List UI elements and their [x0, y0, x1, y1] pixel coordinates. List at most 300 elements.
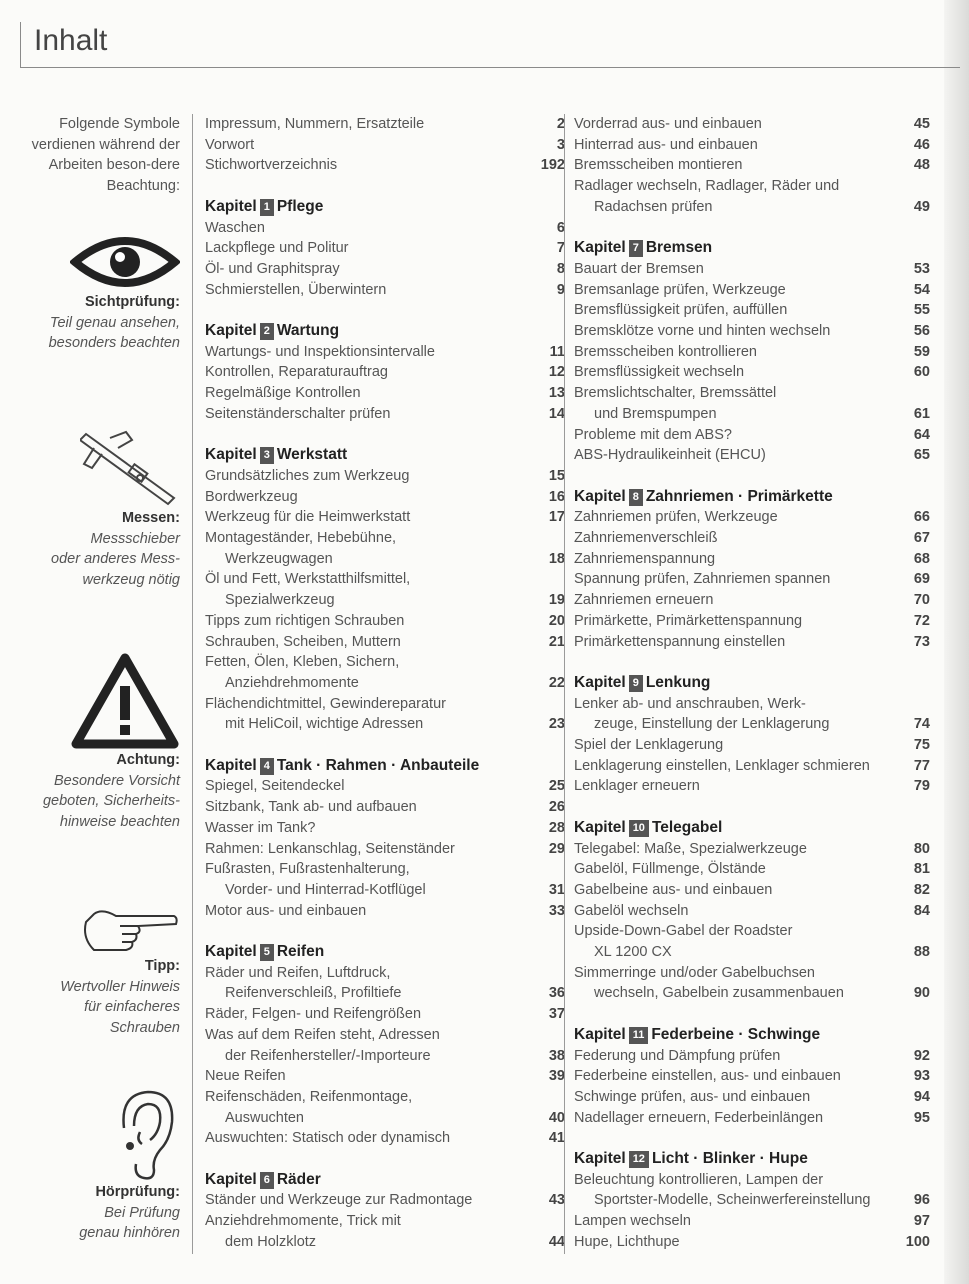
toc-entry-title: Vorder- und Hinterrad-Kotflügel	[225, 881, 426, 898]
toc-entry-title: Hupe, Lichthupe	[574, 1233, 680, 1250]
toc-entry	[574, 528, 930, 549]
eye-icon	[70, 232, 180, 292]
symbol-desc: geboten, Sicherheits-	[42, 793, 180, 810]
toc-entry	[205, 963, 565, 984]
toc-entry-page: 77	[913, 757, 930, 774]
toc-entry-page: 21	[548, 633, 565, 650]
symbol-title: Tipp:	[144, 958, 180, 974]
toc-entry-title: Beleuchtung kontrollieren, Lampen der	[574, 1171, 824, 1188]
toc-entry-title: Primärkette, Primärkettenspannung	[574, 612, 803, 629]
chapter-number-badge: 11	[629, 1027, 649, 1044]
toc-entry	[205, 487, 565, 508]
toc-entry	[574, 176, 930, 197]
toc-entry	[205, 1004, 565, 1025]
symbol-desc: besonders beachten	[48, 335, 180, 352]
toc-entry-title: zeuge, Einstellung der Lenklagerung	[594, 716, 830, 733]
ear-icon	[110, 1088, 180, 1182]
chapter-number-badge: 5	[260, 944, 274, 961]
toc-entry-title: Spezialwerkzeug	[225, 592, 335, 609]
toc-entry-title: Werkzeug für die Heimwerkstatt	[205, 509, 411, 526]
toc-entry-title: Auswuchten	[225, 1109, 304, 1126]
toc-entry-page: 64	[913, 426, 930, 443]
toc-entry-page: 15	[548, 467, 565, 484]
chapter-kapitel-label: Kapitel	[205, 756, 257, 774]
toc-entry-title: Räder und Reifen, Luftdruck,	[205, 964, 391, 981]
toc-entry	[574, 735, 930, 756]
toc-entry	[205, 797, 565, 818]
toc-entry	[205, 1087, 565, 1108]
toc-entry-title: Flächendichtmittel, Gewindereparatur	[205, 695, 446, 712]
chapter-heading	[574, 818, 930, 839]
toc-entry-page: 25	[548, 778, 565, 795]
toc-entry-title: Werkzeugwagen	[225, 550, 333, 567]
chapter-kapitel-label: Kapitel	[205, 322, 257, 339]
toc-entry	[205, 238, 565, 259]
toc-entry-title: Lenklager erneuern	[574, 778, 700, 795]
toc-entry-title: Nadellager erneuern, Federbeinlängen	[574, 1109, 824, 1126]
toc-entry-page: 31	[548, 881, 565, 898]
toc-entry	[205, 590, 565, 611]
toc-entry	[205, 1211, 565, 1232]
toc-entry-title: Stichwortverzeichnis	[205, 157, 338, 174]
toc-entry-page: 79	[913, 778, 930, 795]
symbol-desc: Teil genau ansehen,	[49, 314, 180, 331]
toc-entry-title: Zahnriemenverschleiß	[574, 530, 718, 547]
toc-entry-title: Motor aus- und einbauen	[205, 902, 367, 919]
toc-entry	[205, 1128, 565, 1149]
toc-entry-page: 28	[548, 819, 565, 836]
chapter-title: Werkstatt	[276, 446, 348, 464]
toc-entry-page: 48	[913, 157, 930, 174]
toc-entry	[574, 362, 930, 383]
symbol-sichtpruefung	[0, 232, 180, 354]
toc-entry-title: Reifenschäden, Reifenmontage,	[205, 1088, 413, 1105]
toc-entry-title: Radachsen prüfen	[594, 198, 713, 215]
toc-entry-title: Bremsscheiben kontrollieren	[574, 343, 757, 360]
toc-entry-title: Zahnriemen prüfen, Werkzeuge	[574, 509, 778, 526]
toc-entry	[205, 983, 565, 1004]
toc-entry-title: Federung und Dämpfung prüfen	[574, 1047, 781, 1064]
toc-entry-title: Fetten, Ölen, Kleben, Sichern,	[205, 654, 400, 671]
toc-entry-title: Seitenständerschalter prüfen	[205, 405, 391, 422]
legend-intro: Folgende Symbole verdienen während der Arbeiten beson-dere Beachtung:	[31, 116, 180, 195]
toc-entry	[574, 155, 930, 176]
chapter-number-badge: 7	[629, 240, 643, 257]
toc-entry	[205, 280, 565, 301]
toc-entry-title: Ständer und Werkzeuge zur Radmontage	[205, 1192, 473, 1209]
toc-entry-title: Lackpflege und Politur	[205, 240, 349, 257]
toc-entry	[574, 880, 930, 901]
toc-entry	[574, 445, 930, 466]
toc-entry	[205, 507, 565, 528]
toc-entry-title: Schmierstellen, Überwintern	[205, 281, 387, 298]
toc-entry-title: Reifenverschleiß, Profiltiefe	[225, 985, 402, 1002]
chapter-kapitel-label: Kapitel	[574, 818, 626, 836]
toc-entry-page: 56	[913, 323, 930, 340]
symbol-desc: hinweise beachten	[59, 814, 180, 831]
chapter-number-badge: 3	[260, 447, 274, 464]
toc-entry-page: 54	[913, 281, 930, 298]
toc-entry-title: wechseln, Gabelbein zusammenbauen	[594, 985, 844, 1002]
symbol-desc: Messschieber	[90, 530, 180, 547]
toc-entry-page: 80	[913, 840, 930, 857]
toc-entry-page: 2	[556, 116, 565, 132]
chapter-heading	[574, 1025, 930, 1046]
toc-entry-title: Öl und Fett, Werkstatthilfsmittel,	[205, 571, 411, 588]
toc-entry-page: 20	[548, 612, 565, 629]
toc-entry	[205, 1232, 565, 1253]
toc-entry-page: 75	[913, 737, 930, 754]
toc-column-2	[564, 114, 930, 1254]
toc-entry-page: 88	[913, 944, 930, 961]
chapter-title: Telegabel	[651, 818, 723, 836]
symbol-desc: Besondere Vorsicht	[53, 772, 180, 789]
toc-entry	[574, 259, 930, 280]
symbol-achtung	[0, 652, 180, 833]
symbol-title: Achtung:	[116, 752, 180, 768]
toc-entry-title: Zahnriemen erneuern	[574, 592, 714, 609]
toc-entry	[574, 1170, 930, 1191]
chapter-heading	[205, 756, 565, 777]
toc-entry-title: dem Holzklotz	[225, 1233, 317, 1250]
toc-entry	[574, 300, 930, 321]
toc-entry	[205, 342, 565, 363]
toc-entry-title: Bauart der Bremsen	[574, 260, 704, 277]
toc-entry-title: Was auf dem Reifen steht, Adressen	[205, 1026, 440, 1043]
symbol-desc: Wertvoller Hinweis	[60, 978, 180, 995]
toc-entry-page: 66	[913, 509, 930, 526]
chapter-number-badge: 6	[260, 1172, 274, 1189]
toc-entry-title: Gabelbeine aus- und einbauen	[574, 881, 773, 898]
toc-entry-page: 49	[913, 198, 930, 215]
toc-entry-page: 11	[549, 343, 565, 360]
toc-entry	[205, 1066, 565, 1087]
symbol-desc: genau hinhören	[79, 1225, 180, 1242]
toc-entry-page: 37	[548, 1006, 565, 1023]
toc-entry-page: 94	[913, 1088, 930, 1105]
toc-entry-page: 81	[913, 861, 930, 878]
chapter-heading	[574, 238, 930, 259]
toc-entry	[574, 901, 930, 922]
toc-entry	[574, 1046, 930, 1067]
chapter-title: Lenkung	[645, 673, 711, 691]
chapter-kapitel-label: Kapitel	[574, 1025, 626, 1043]
toc-entry-title: Bremsklötze vorne und hinten wechseln	[574, 323, 831, 340]
toc-entry	[574, 404, 930, 425]
toc-entry	[574, 942, 930, 963]
symbol-desc: Bei Prüfung	[104, 1204, 180, 1221]
toc-entry	[205, 569, 565, 590]
toc-entry-title: Bremsanlage prüfen, Werkzeuge	[574, 281, 786, 298]
toc-entry	[574, 114, 930, 135]
toc-entry-page: 96	[913, 1192, 930, 1209]
toc-entry	[574, 756, 930, 777]
chapter-number-badge: 1	[260, 199, 274, 216]
toc-entry-page: 69	[913, 571, 930, 588]
toc-entry-title: Sitzbank, Tank ab- und aufbauen	[205, 799, 417, 816]
chapter-heading	[205, 321, 565, 342]
toc-entry-title: Grundsätzliches zum Werkzeug	[205, 467, 410, 484]
toc-entry-page: 67	[913, 530, 930, 547]
toc-entry-page: 55	[913, 302, 930, 319]
page-title: Inhalt	[34, 24, 108, 57]
page-header	[20, 22, 960, 68]
toc-entry-title: der Reifenhersteller/-Importeure	[225, 1047, 431, 1064]
toc-entry	[574, 197, 930, 218]
toc-entry	[574, 963, 930, 984]
toc-entry-page: 43	[548, 1192, 565, 1209]
chapter-kapitel-label: Kapitel	[574, 1150, 626, 1168]
caliper-icon	[80, 428, 180, 508]
toc-entry	[205, 155, 565, 176]
toc-entry-page: 61	[913, 405, 930, 422]
toc-entry	[574, 611, 930, 632]
toc-entry-page: 72	[913, 612, 930, 629]
toc-entry-title: Spiegel, Seitendeckel	[205, 778, 345, 795]
toc-entry-page: 8	[556, 260, 565, 277]
chapter-kapitel-label: Kapitel	[574, 487, 626, 505]
toc-entry	[205, 404, 565, 425]
toc-entry-title: Federbeine einstellen, aus- und einbauen	[574, 1068, 841, 1085]
toc-entry	[574, 776, 930, 797]
toc-entry-page: 38	[548, 1047, 565, 1064]
toc-entry-title: Lenklagerung einstellen, Lenklager schmieren	[574, 757, 870, 774]
toc-entry-page: 13	[548, 385, 565, 402]
toc-entry-page: 41	[548, 1130, 565, 1147]
chapter-number-badge: 8	[629, 489, 643, 506]
symbol-desc: Schrauben	[109, 1020, 180, 1037]
toc-entry-title: Simmerringe und/oder Gabelbuchsen	[574, 964, 815, 981]
toc-entry	[205, 466, 565, 487]
chapter-kapitel-label: Kapitel	[574, 239, 626, 257]
chapter-number-badge: 12	[629, 1151, 649, 1168]
toc-entry-title: Auswuchten: Statisch oder dynamisch	[205, 1130, 451, 1147]
toc-entry-title: Montageständer, Hebebühne,	[205, 530, 397, 547]
toc-entry	[205, 839, 565, 860]
toc-entry-title: Upside-Down-Gabel der Roadster	[574, 923, 793, 940]
chapter-heading	[574, 487, 930, 508]
toc-entry-title: Spannung prüfen, Zahnriemen spannen	[574, 571, 831, 588]
toc-entry-page: 74	[913, 716, 930, 733]
toc-entry-page: 12	[548, 364, 565, 381]
toc-entry	[574, 321, 930, 342]
toc-entry	[205, 218, 565, 239]
warning-icon	[70, 652, 180, 750]
toc-entry-page: 6	[556, 219, 565, 236]
toc-entry	[205, 549, 565, 570]
toc-entry-page: 26	[548, 799, 565, 816]
toc-entry	[205, 1108, 565, 1129]
toc-entry-page: 19	[548, 592, 565, 609]
toc-entry-page: 45	[913, 116, 930, 132]
symbol-messen	[0, 428, 180, 591]
toc-entry-page: 93	[913, 1068, 930, 1085]
chapter-title: Reifen	[276, 943, 325, 961]
toc-entry	[574, 859, 930, 880]
toc-entry	[205, 694, 565, 715]
chapter-heading	[205, 1170, 565, 1191]
toc-entry-page: 3	[556, 136, 565, 153]
chapter-number-badge: 9	[629, 675, 643, 692]
toc-entry-title: Bremsflüssigkeit wechseln	[574, 364, 745, 381]
toc-entry-title: Fußrasten, Fußrastenhalterung,	[205, 861, 410, 878]
toc-entry-page: 82	[913, 881, 930, 898]
toc-entry-page: 29	[548, 840, 565, 857]
toc-entry-page: 65	[913, 447, 930, 464]
toc-entry-title: Anziehdrehmomente	[225, 674, 359, 691]
toc-entry-page: 100	[905, 1233, 930, 1250]
toc-entry-title: Neue Reifen	[205, 1068, 286, 1085]
toc-entry	[574, 983, 930, 1004]
toc-entry	[574, 569, 930, 590]
chapter-kapitel-label: Kapitel	[574, 673, 626, 691]
symbol-tipp	[0, 904, 180, 1039]
chapter-heading	[574, 673, 930, 694]
toc-entry	[574, 507, 930, 528]
toc-entry	[574, 694, 930, 715]
toc-entry	[574, 839, 930, 860]
chapter-heading	[205, 445, 565, 466]
toc-entry	[205, 259, 565, 280]
symbol-title: Hörprüfung:	[95, 1184, 180, 1200]
toc-entry	[574, 1087, 930, 1108]
chapter-title: Licht · Blinker · Hupe	[651, 1150, 808, 1168]
symbol-legend	[0, 114, 180, 1254]
toc-entry	[574, 1211, 930, 1232]
toc-entry	[205, 1046, 565, 1067]
chapter-title: Bremsen	[645, 239, 713, 257]
toc-entry-title: Telegabel: Maße, Spezialwerkzeuge	[574, 840, 807, 857]
toc-entry-page: 97	[913, 1213, 930, 1230]
toc-entry	[574, 1190, 930, 1211]
toc-entry-title: Schrauben, Scheiben, Muttern	[205, 633, 401, 650]
toc-entry-title: Bremsflüssigkeit prüfen, auffüllen	[574, 302, 788, 319]
toc-entry-page: 70	[913, 592, 930, 609]
chapter-heading	[205, 197, 565, 218]
chapter-title: Zahnriemen · Primärkette	[645, 487, 833, 505]
toc-entry-title: Wartungs- und Inspektionsintervalle	[205, 343, 435, 360]
toc-entry	[205, 880, 565, 901]
toc-entry	[205, 114, 565, 135]
toc-entry-title: Räder, Felgen- und Reifengrößen	[205, 1006, 422, 1023]
toc-entry	[574, 632, 930, 653]
toc-entry-page: 39	[548, 1068, 565, 1085]
toc-entry-page: 60	[913, 364, 930, 381]
toc-entry	[205, 362, 565, 383]
toc-entry	[205, 901, 565, 922]
toc-entry-title: Impressum, Nummern, Ersatzteile	[205, 116, 425, 132]
toc-entry	[205, 859, 565, 880]
toc-entry-title: Hinterrad aus- und einbauen	[574, 136, 758, 153]
toc-entry-title: Rahmen: Lenkanschlag, Seitenständer	[205, 840, 455, 857]
toc-entry-page: 17	[548, 509, 565, 526]
toc-entry-title: Spiel der Lenklagerung	[574, 737, 724, 754]
toc-entry-page: 18	[548, 550, 565, 567]
toc-entry-title: Bordwerkzeug	[205, 488, 298, 505]
toc-entry	[574, 1108, 930, 1129]
toc-entry-title: Waschen	[205, 219, 265, 236]
toc-entry-title: Vorwort	[205, 136, 255, 153]
toc-entry-page: 192	[540, 157, 565, 174]
toc-entry-title: Gabelöl wechseln	[574, 902, 689, 919]
page-gutter-shadow	[944, 0, 969, 1284]
toc-entry-title: Kontrollen, Reparaturauftrag	[205, 364, 388, 381]
toc-entry-title: Sportster-Modelle, Scheinwerfereinstellung	[594, 1192, 871, 1209]
toc-entry	[574, 714, 930, 735]
toc-entry	[205, 528, 565, 549]
toc-entry-page: 90	[913, 985, 930, 1002]
toc-entry-title: Vorderrad aus- und einbauen	[574, 116, 762, 132]
chapter-kapitel-label: Kapitel	[205, 446, 257, 464]
symbol-desc: werkzeug nötig	[82, 572, 180, 589]
chapter-number-badge: 10	[629, 820, 649, 837]
symbol-hoerpruefung	[0, 1088, 180, 1244]
toc-entry	[574, 280, 930, 301]
toc-column-1	[192, 114, 565, 1254]
chapter-title: Räder	[276, 1170, 321, 1188]
toc-entry-page: 46	[913, 136, 930, 153]
toc-entry-page: 36	[548, 985, 565, 1002]
chapter-title: Federbeine · Schwinge	[651, 1025, 821, 1043]
toc-entry	[205, 776, 565, 797]
toc-entry-page: 95	[913, 1109, 930, 1126]
pointing-hand-icon	[80, 904, 180, 956]
symbol-desc: oder anderes Mess-	[51, 551, 180, 568]
toc-entry-title: Lenker ab- und anschrauben, Werk-	[574, 695, 806, 712]
toc-entry-title: Regelmäßige Kontrollen	[205, 385, 361, 402]
chapter-heading	[574, 1149, 930, 1170]
toc-entry-page: 68	[913, 550, 930, 567]
toc-entry	[574, 135, 930, 156]
toc-entry	[574, 1066, 930, 1087]
toc-entry	[205, 714, 565, 735]
toc-entry-page: 53	[913, 260, 930, 277]
toc-entry-page: 40	[548, 1109, 565, 1126]
chapter-title: Wartung	[276, 322, 340, 339]
toc-entry-page: 14	[548, 405, 565, 422]
toc-entry-title: und Bremspumpen	[594, 405, 717, 422]
toc-entry-title: Bremslichtschalter, Bremssättel	[574, 385, 777, 402]
toc-entry-page: 84	[913, 902, 930, 919]
toc-entry	[574, 590, 930, 611]
toc-entry	[205, 611, 565, 632]
toc-entry-title: mit HeliCoil, wichtige Adressen	[225, 716, 424, 733]
toc-entry-page: 16	[548, 488, 565, 505]
symbol-title: Messen:	[121, 510, 180, 526]
toc-entry-page: 9	[556, 281, 565, 298]
toc-entry	[205, 383, 565, 404]
chapter-kapitel-label: Kapitel	[205, 197, 257, 215]
toc-entry-page: 7	[556, 240, 565, 257]
chapter-title: Pflege	[276, 197, 324, 215]
toc-entry-title: Wasser im Tank?	[205, 819, 316, 836]
toc-entry-page: 33	[548, 902, 565, 919]
toc-entry	[574, 921, 930, 942]
chapter-number-badge: 4	[260, 758, 274, 775]
toc-entry	[205, 1025, 565, 1046]
toc-entry	[205, 632, 565, 653]
toc-entry-title: ABS-Hydraulikeinheit (EHCU)	[574, 447, 766, 464]
toc-entry	[205, 818, 565, 839]
toc-entry-title: Zahnriemenspannung	[574, 550, 716, 567]
toc-entry	[205, 673, 565, 694]
toc-entry-title: Tipps zum richtigen Schrauben	[205, 612, 405, 629]
toc-entry	[205, 135, 565, 156]
toc-entry	[574, 383, 930, 404]
toc-entry	[574, 425, 930, 446]
chapter-title: Tank · Rahmen · Anbauteile	[276, 756, 480, 774]
chapter-number-badge: 2	[260, 323, 274, 340]
